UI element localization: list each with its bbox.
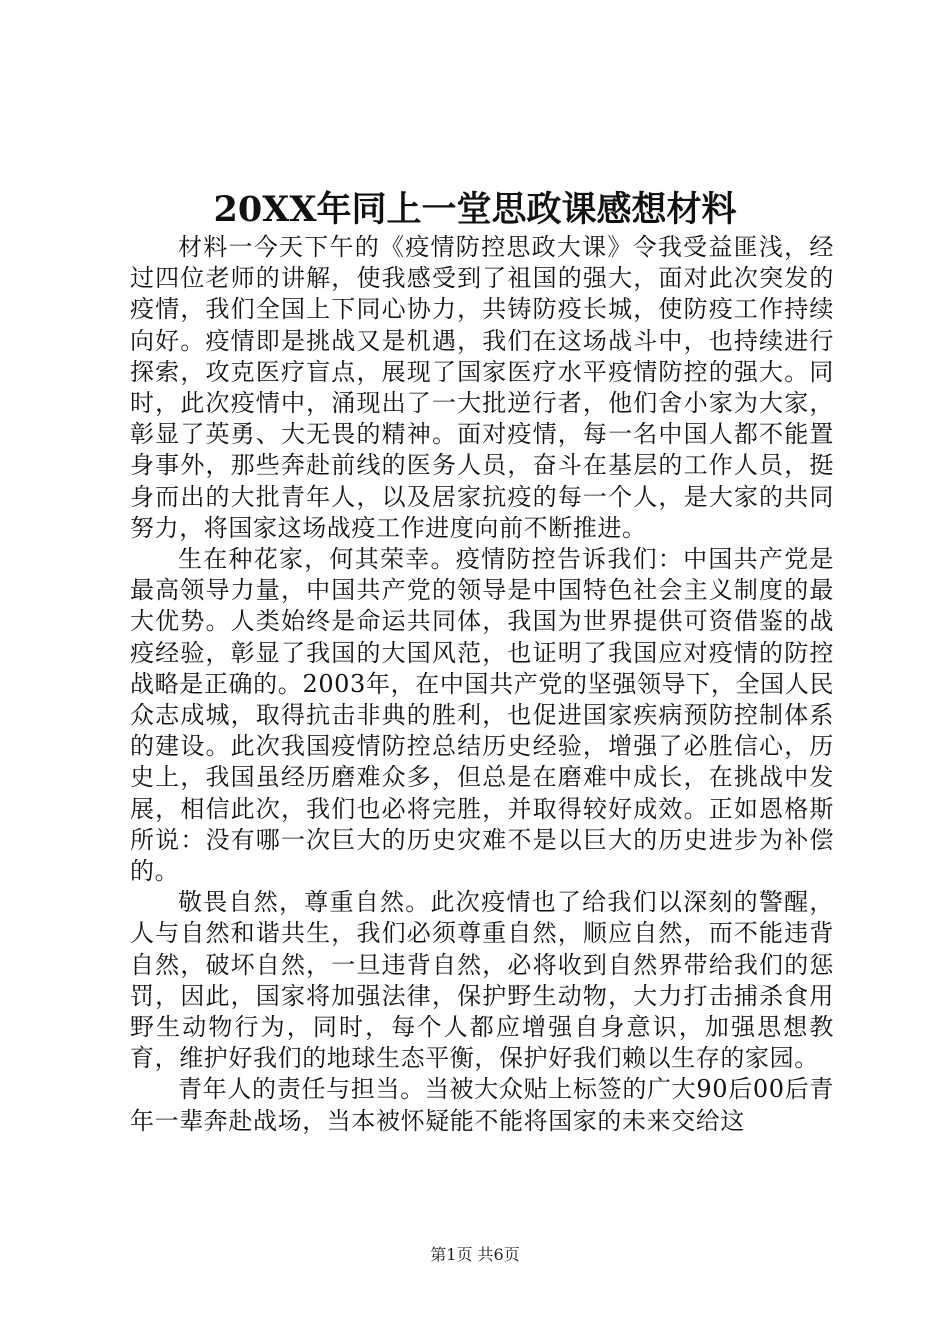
paragraph-2: 生在种花家，何其荣幸。疫情防控告诉我们：中国共产党是最高领导力量，中国共产党的领导是中国特色社会主义制度的最大优势。人类始终是命运共同体，我国为世界提供可资借鉴的战疫经验，彰显了我国的大国风范，也证明了我国应对疫情的防控战略是正确的。2003年，在中国共产党的坚强领导下，全国人民众志成城，取得抗击非典的胜利，也促进国家疾病预防控制体系的建设。此次我国疫情防控总结历史经验，增强了必胜信心，历史上，我国虽经历磨难众多，但总是在磨难中成长，在挑战中发展，相信此次，我们也必将完胜，并取得较好成效。正如恩格斯所说：没有哪一次巨大的历史灾难不是以巨大的历史进步为补偿的。	[130, 545, 834, 886]
document-title: 20XX年同上一堂思政课感想材料	[213, 189, 737, 230]
paragraph-3: 敬畏自然，尊重自然。此次疫情也了给我们以深刻的警醒，人与自然和谐共生，我们必须尊重自然，顺应自然，而不能违背自然，破坏自然，一旦违背自然，必将收到自然界带给我们的惩罚，因此，国家将加强法律，保护野生动物，大力打击捕杀食用野生动物行为，同时，每个人都应增强自身意识，加强思想教育，维护好我们的地球生态平衡，保护好我们赖以生存的家园。	[130, 888, 834, 1073]
document-body	[130, 232, 834, 1137]
paragraph-4: 青年人的责任与担当。当被大众贴上标签的广大90后00后青年一辈奔赴战场，当本被怀疑能不能将国家的未来交给这	[130, 1075, 834, 1135]
paragraph-1: 材料一今天下午的《疫情防控思政大课》令我受益匪浅，经过四位老师的讲解，使我感受到了祖国的强大，面对此次突发的疫情，我们全国上下同心协力，共铸防疫长城，使防疫工作持续向好。疫情即是挑战又是机遇，我们在这场战斗中，也持续进行探索，攻克医疗盲点，展现了国家医疗水平疫情防控的强大。同时，此次疫情中，涌现出了一大批逆行者，他们舍小家为大家，彰显了英勇、大无畏的精神。面对疫情，每一名中国人都不能置身事外，那些奔赴前线的医务人员，奋斗在基层的工作人员，挺身而出的大批青年人，以及居家抗疫的每一个人，是大家的共同努力，将国家这场战疫工作进度向前不断推进。	[130, 233, 834, 542]
page-footer: 第1页 共6页	[430, 1245, 520, 1264]
